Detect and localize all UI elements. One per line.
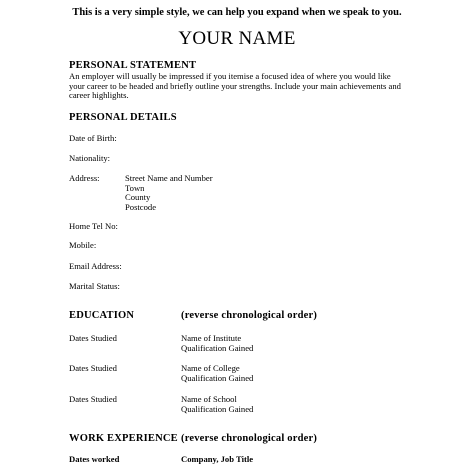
- address-label: Address:: [69, 173, 100, 183]
- statement-line: An employer will usually be impressed if you itemise a focused idea of where you would like: [69, 71, 391, 81]
- education-institution: Name of Institute: [181, 333, 242, 343]
- education-qualification: Qualification Gained: [181, 403, 254, 414]
- personal-details-heading: PERSONAL DETAILS: [69, 112, 177, 123]
- education-qualification: Qualification Gained: [181, 372, 254, 383]
- education-dates: Dates Studied: [69, 363, 117, 373]
- cv-name-title: YOUR NAME: [178, 28, 296, 49]
- work-dates-label: Dates worked: [69, 454, 120, 464]
- address-postcode: Postcode: [125, 201, 157, 212]
- education-heading: EDUCATION: [69, 310, 135, 321]
- work-experience-subheading: (reverse chronological order): [181, 433, 318, 444]
- work-company-label: Company, Job Title: [181, 454, 254, 464]
- personal-statement-heading: PERSONAL STATEMENT: [69, 60, 197, 71]
- education-entry: [181, 364, 253, 383]
- home-tel-label: Home Tel No:: [69, 221, 118, 231]
- statement-line: your career to be headed and briefly outline your strengths. Include your main achievements and: [69, 80, 401, 91]
- education-entry: [181, 334, 253, 353]
- statement-line: career highlights.: [69, 90, 129, 101]
- marital-label: Marital Status:: [69, 281, 120, 291]
- work-experience-heading: WORK EXPERIENCE: [69, 433, 178, 444]
- address-county: County: [125, 192, 151, 203]
- nationality-label: Nationality:: [69, 153, 111, 163]
- dob-label: Date of Birth:: [69, 133, 117, 143]
- address-street: Street Name and Number: [125, 173, 213, 183]
- intro-note: This is a very simple style, we can help you expand when we speak to you.: [72, 7, 402, 18]
- personal-statement-text: [69, 72, 409, 101]
- education-dates: Dates Studied: [69, 333, 117, 343]
- address-town: Town: [125, 182, 145, 193]
- education-institution: Name of School: [181, 394, 237, 404]
- education-entry: [181, 395, 253, 414]
- address-block: [125, 174, 213, 212]
- education-subheading: (reverse chronological order): [181, 310, 318, 321]
- email-label: Email Address:: [69, 261, 122, 271]
- education-qualification: Qualification Gained: [181, 342, 254, 353]
- mobile-label: Mobile:: [69, 240, 97, 250]
- education-dates: Dates Studied: [69, 394, 117, 404]
- education-institution: Name of College: [181, 363, 240, 373]
